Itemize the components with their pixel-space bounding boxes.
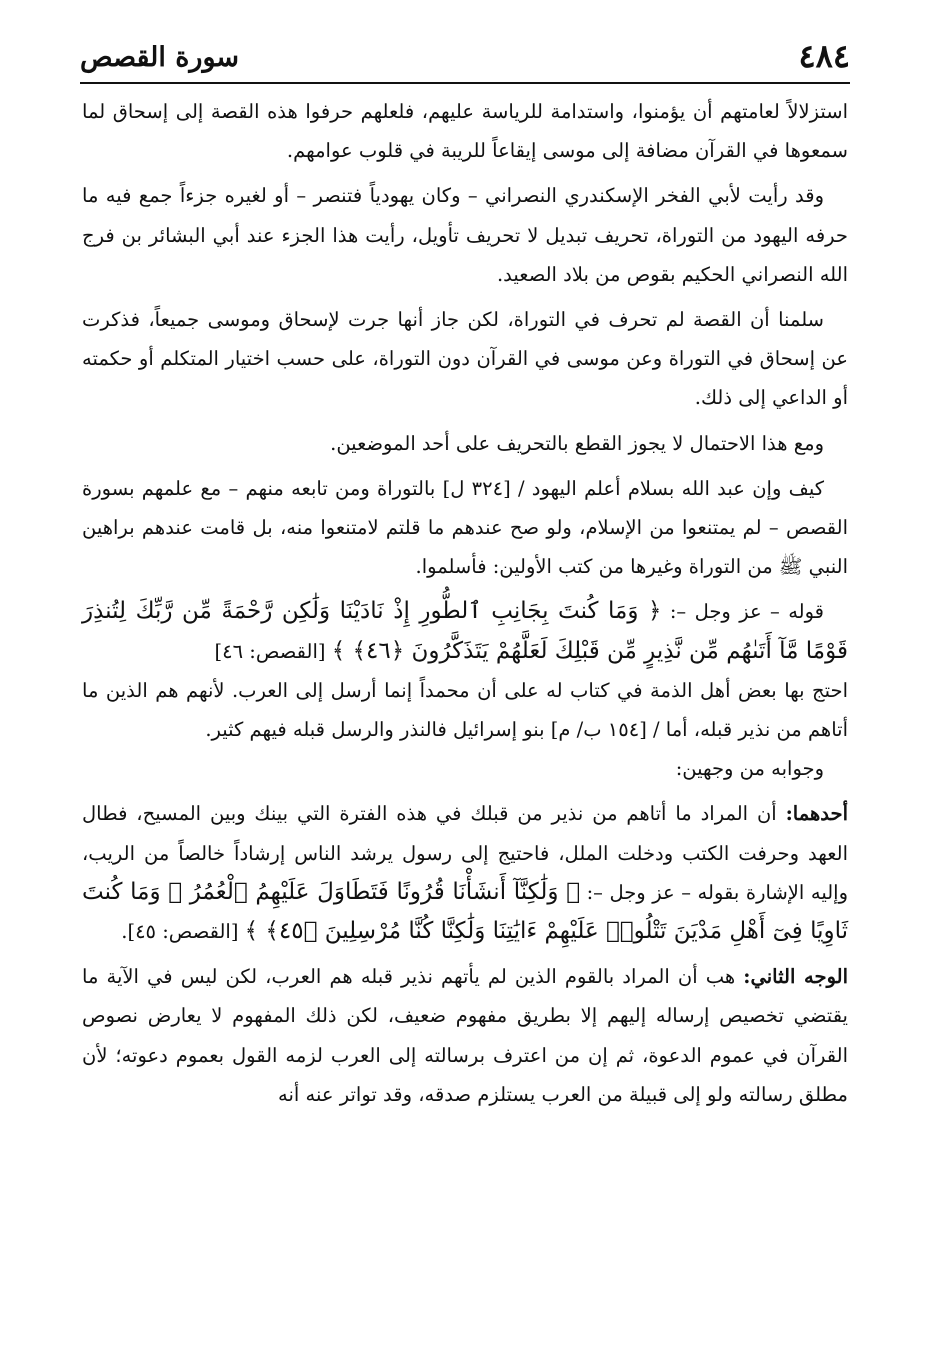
paragraph-5: كيف وإن عبد الله بسلام أعلم اليهود / [٣٢٤ ل] بالتوراة ومن تابعه منهم – مع علمهم بسورة القصص – لم يمتنعوا من الإسلام، ولو صح عندهم ما قلتم لامتنعوا منه، بل قامت عندهم براهين النبي ﷺ من التوراة وغيرها من كتب الأولين: فأسلموا. [82,476,848,579]
verse-reference-45: [القصص: ٤٥]. [121,920,245,944]
page-body [82,92,848,1114]
paragraph-10 [82,957,848,1114]
paragraph-2: وقد رأيت لأبي الفخر الإسكندري النصراني – وكان يهودياً فتنصر – أو لغيره جزءاً جمع فيه ما حرفه اليهود من التوراة، تحريف تبديل لا تحريف تأويل، رأيت هذا الجزء عند أبي البشائر بن فرج الله النصراني الحكيم بقوص من بلاد الصعيد. [82,184,848,286]
quran-verse-46: ﴿ وَمَا كُنتَ بِجَانِبِ ٱلطُّورِ إِذْ نَادَيْنَا وَلَٰكِن رَّحْمَةً مِّن رَّبِّكَ لِتُنذِرَ قَوْمًا مَّآ أَتَىٰهُم مِّن نَّذِيرٍ مِّن قَبْلِكَ لَعَلَّهُمْ يَتَذَكَّرُونَ ﴿٤٦﴾ ﴾ [82,598,848,664]
page-header [80,32,850,88]
second-answer-label: الوجه الثاني: [743,965,849,989]
paragraph-3: سلمنا أن القصة لم تحرف في التوراة، لكن جاز أنها جرت لإسحاق وموسى جميعاً، فذكرت عن إسحاق في التوراة وعن موسى في القرآن دون التوراة، على حسب اختيار المتكلم أو حكمته أو الداعي إلى ذلك. [82,308,848,410]
first-answer-text: أن المراد ما أتاهم من نذير من قبلك في هذه الفترة التي بينك وبين المسيح، فطال العهد وحرفت الكتب ودخلت الملل، فاحتيج إلى رسول يرشد الناس إرشاداً خالصاً من الريب، وإليه الإشارة بقوله – عز وجل –: [82,802,848,904]
running-title: سورة القصص [80,42,240,73]
paragraph-7: احتج بها بعض أهل الذمة في كتاب له على أن محمداً إنما أرسل إلى العرب. لأنهم هم الذين ما أتاهم من نذير قبله، أما / [١٥٤ ب/ م] بنو إسرائيل فالنذر والرسل قبله فيهم كثير. [82,678,848,742]
verse-intro: قوله – عز وجل –: [661,600,824,624]
paragraph-8: وجوابه من وجهين: [675,757,824,781]
paragraph-9 [82,794,848,951]
paragraph-6 [82,592,848,670]
verse-reference-46: [القصص: ٤٦] [214,639,332,663]
paragraph-4: ومع هذا الاحتمال لا يجوز القطع بالتحريف على أحد الموضعين. [330,431,824,455]
paragraph-1: استزلالاً لعامتهم أن يؤمنوا، واستدامة للرياسة عليهم، فلعلهم حرفوا هذه القصة إلى إسحاق لما سمعوها في القرآن مضافة إلى موسى إيقاعاً للريبة في قلوب عوامهم. [82,100,848,163]
first-answer-label: أحدهما: [785,802,848,826]
header-rule [80,82,850,84]
second-answer-text: هب أن المراد بالقوم الذين لم يأتهم نذير قبله هم العرب، لكن ليس في الآية ما يقتضي تخصيص إرساله إليهم إلا بطريق مفهوم ضعيف، لكن ذلك المفهوم لا يعارض نصوص القرآن في عموم الدعوة، ثم إن من اعترف برسالته إلى العرب لزمه القول بعموم دعوته؛ لأن مطلق رسالته ولو إلى قبيلة من العرب يستلزم صدقه، وقد تواتر عنه أنه [82,965,848,1106]
page-number: ٤٨٤ [798,37,850,75]
quran-verse-45: ﴿ وَلَٰكِنَّآ أَنشَأْنَا قُرُونًا فَتَطَاوَلَ عَلَيْهِمُ ٱلْعُمُرُ ۚ وَمَا كُنتَ ثَاوِيًا فِىٓ أَهْلِ مَدْيَنَ تَتْلُوا۟ عَلَيْهِمْ ءَايَٰتِنَا وَلَٰكِنَّا كُنَّا مُرْسِلِينَ ﴿٤٥﴾ ﴾ [82,878,848,945]
